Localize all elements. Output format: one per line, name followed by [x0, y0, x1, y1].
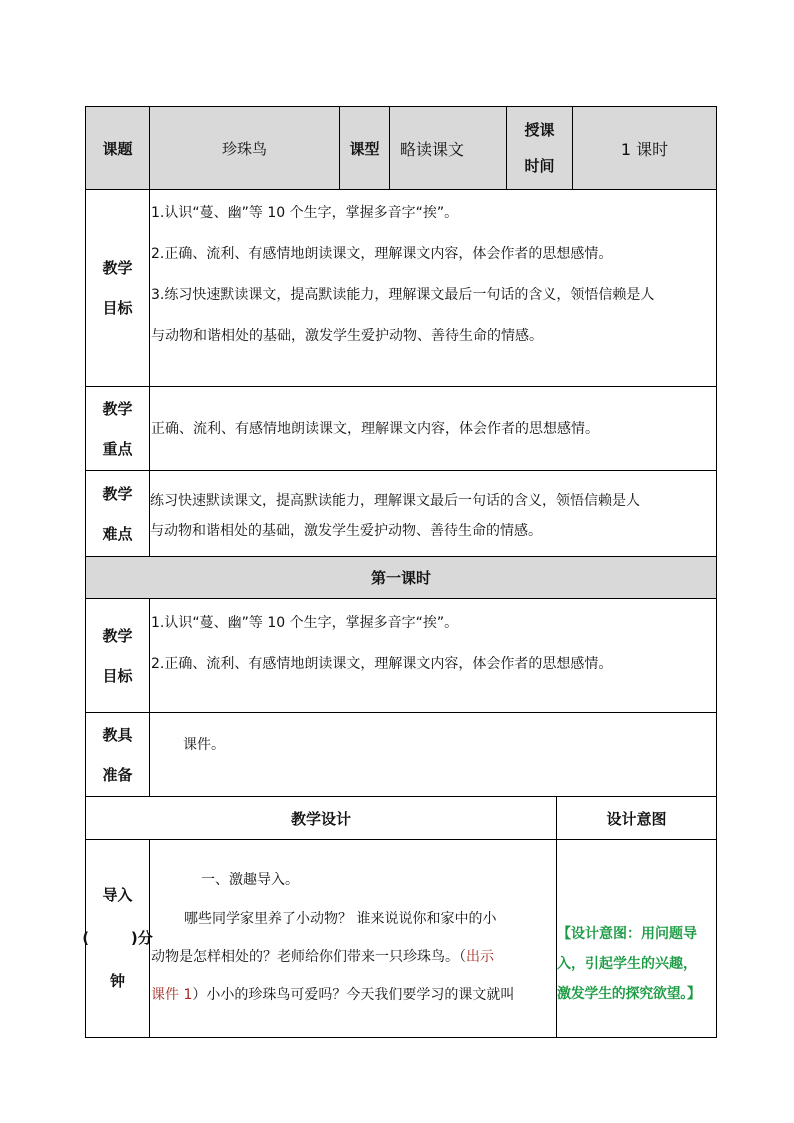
time-label-line1: 授课 [524, 121, 555, 139]
time-label-line2: 时间 [524, 157, 555, 175]
course-label: 课题 [85, 106, 150, 190]
intro-para-line [151, 985, 556, 1005]
lesson1-objectives-content [150, 599, 717, 713]
prep-content [150, 713, 717, 797]
lesson1-title-row [85, 557, 717, 599]
difficulties-row [85, 471, 717, 557]
key-points-text: 正确、流利、有感情地朗读课文，理解课文内容，体会作者的思想感情。 [151, 420, 599, 437]
objectives-label-line2: 目标 [102, 299, 133, 317]
objectives-label-line1: 教学 [102, 259, 133, 277]
slide-reference: 课件 1 [151, 987, 193, 1003]
course-value: 珍珠鸟 [150, 106, 340, 190]
design-header-row [85, 797, 717, 840]
lesson1-objectives-label [85, 599, 150, 713]
intro-para-line: 哪些同学家里养了小动物？ 谁来说说你和家中的小 [184, 911, 497, 927]
intent-line: 激发学生的探究欲望。】 [557, 986, 701, 1002]
header-row [85, 106, 717, 190]
prep-value: 课件。 [183, 737, 225, 753]
objective-item: 1.认识“蔓、幽”等 10 个生字，掌握多音字“挨”。 [151, 205, 459, 221]
key-points-label-line1: 教学 [102, 399, 133, 418]
difficulties-label-line2: 难点 [102, 524, 133, 543]
lesson1-objectives-label-line1: 教学 [102, 626, 133, 645]
design-column-header: 教学设计 [85, 797, 557, 840]
intent-line: 入，引起学生的兴趣， [557, 956, 697, 972]
intent-line: 【设计意图：用问题导 [557, 926, 697, 942]
key-points-label [85, 387, 150, 471]
difficulties-content [150, 471, 717, 557]
lesson1-objective-item: 2.正确、流利、有感情地朗读课文，理解课文内容，体会作者的思想感情。 [151, 656, 613, 672]
type-value: 略读课文 [390, 106, 507, 190]
key-points-content [150, 387, 717, 471]
key-points-row [85, 387, 717, 471]
difficulties-line: 练习快速默读课文，提高默读能力，理解课文最后一句话的含义，领悟信赖是人 [150, 493, 640, 509]
lesson1-objectives-row [85, 599, 717, 713]
lesson1-prep-row [85, 713, 717, 797]
show-slide-cue: 出示 [466, 949, 494, 965]
objective-item: 2.正确、流利、有感情地朗读课文，理解课文内容，体会作者的思想感情。 [151, 246, 613, 262]
intro-label-line3: 钟 [109, 972, 125, 990]
design-content-row [82, 840, 717, 1038]
intro-para-text: ）小小的珍珠鸟可爱吗？今天我们要学习的课文就叫 [192, 987, 515, 1003]
difficulties-line: 与动物和谐相处的基础，激发学生爱护动物、善待生命的情感。 [150, 523, 542, 539]
prep-label-line2: 准备 [102, 765, 133, 784]
intro-intent-content [557, 840, 717, 1038]
prep-label-line1: 教具 [102, 725, 133, 744]
intro-label-line1: 导入 [102, 886, 133, 904]
lesson1-title: 第一课时 [85, 557, 717, 599]
difficulties-label-line1: 教学 [102, 484, 133, 503]
difficulties-label [85, 471, 150, 557]
prep-label [85, 713, 150, 797]
objective-item: 3.练习快速默读课文，提高默读能力，理解课文最后一句话的含义，领悟信赖是人 [151, 287, 655, 303]
objectives-label [85, 190, 150, 387]
intro-design-content [150, 840, 557, 1038]
objectives-content [150, 190, 717, 387]
lesson1-objective-item: 1.认识“蔓、幽”等 10 个生字，掌握多音字“挨”。 [151, 615, 459, 631]
time-value: 1 课时 [573, 106, 717, 190]
intro-para-text: 动物是怎样相处的？老师给你们带来一只珍珠鸟。（ [151, 949, 466, 965]
key-points-label-line2: 重点 [102, 439, 133, 458]
type-label: 课型 [340, 106, 390, 190]
intro-para-line [151, 947, 556, 967]
intent-column-header: 设计意图 [557, 797, 717, 840]
intro-heading: 一、激趣导入。 [201, 872, 299, 888]
lesson1-objectives-label-line2: 目标 [102, 666, 133, 685]
time-label [507, 106, 573, 190]
intro-label-line2: ( )分 [82, 929, 153, 947]
objectives-row [85, 190, 717, 387]
intro-section-label [82, 840, 153, 1038]
objective-item: 与动物和谐相处的基础，激发学生爱护动物、善待生命的情感。 [151, 328, 543, 344]
